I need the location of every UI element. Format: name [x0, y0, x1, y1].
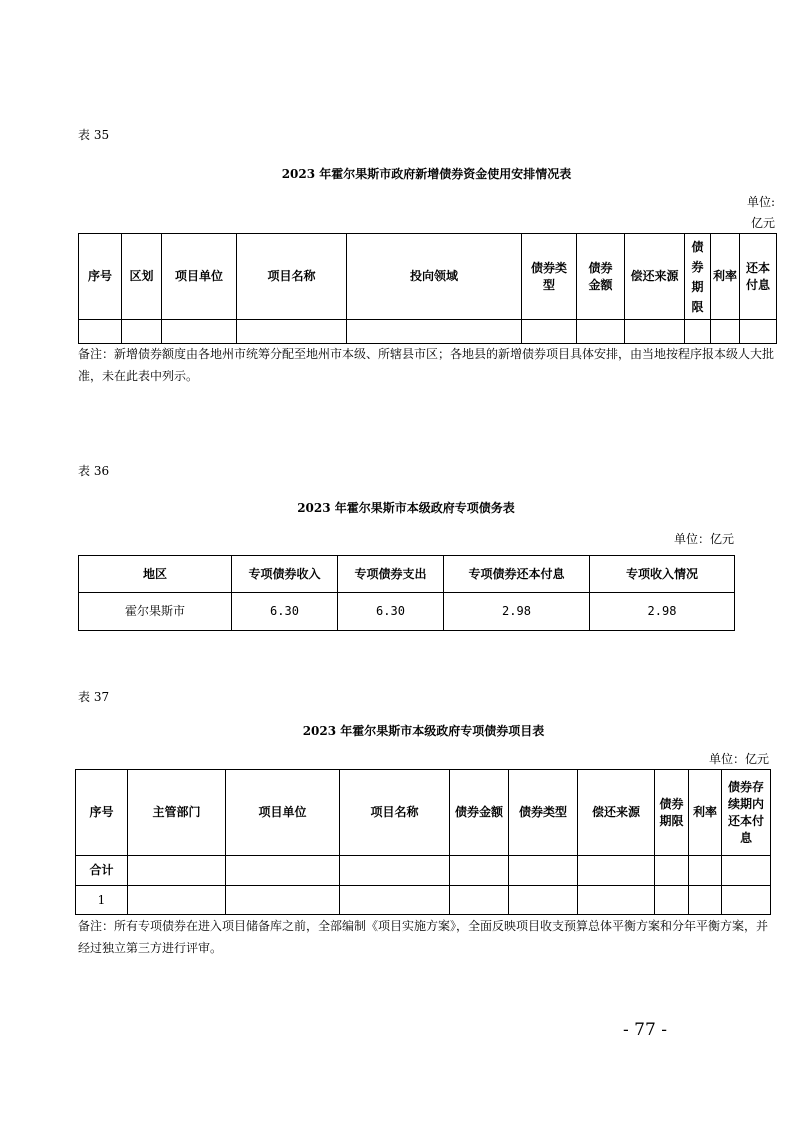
table-cell	[655, 856, 689, 886]
total-cell: 合计	[76, 856, 128, 886]
header-cell: 利率	[711, 234, 740, 320]
row-number-cell: 1	[76, 886, 128, 915]
table-cell	[450, 886, 509, 915]
table-cell	[162, 320, 237, 344]
table-cell	[450, 856, 509, 886]
header-cell: 序号	[76, 770, 128, 856]
header-cell: 地区	[79, 556, 232, 593]
table-37	[75, 769, 771, 915]
table-cell	[577, 320, 625, 344]
header-cell: 投向领域	[347, 234, 522, 320]
table-35-label: 表 35	[78, 128, 110, 142]
table-cell	[509, 856, 578, 886]
header-cell: 还本付息	[740, 234, 777, 320]
table-36-label: 表 36	[78, 464, 110, 478]
header-cell: 债券金额	[450, 770, 509, 856]
table-cell	[522, 320, 577, 344]
value-cell: 2.98	[590, 593, 735, 631]
table-cell	[340, 856, 450, 886]
table-row	[79, 593, 735, 631]
header-cell: 主管部门	[128, 770, 226, 856]
table-cell	[722, 856, 771, 886]
table-36-title: 2023 年霍尔果斯市本级政府专项债务表	[297, 501, 515, 515]
table-37-title: 2023 年霍尔果斯市本级政府专项债券项目表	[302, 724, 545, 738]
table-35-note: 备注：新增债券额度由各地州市统筹分配至地州市本级、所辖县市区；各地县的新增债券项目具体安排，由当地按程序报本级人大批准，未在此表中列示。	[78, 347, 775, 383]
table-cell	[655, 886, 689, 915]
table-35	[78, 233, 777, 344]
table-cell	[689, 856, 722, 886]
header-cell: 项目名称	[237, 234, 347, 320]
header-cell: 债券类型	[509, 770, 578, 856]
value-cell: 2.98	[444, 593, 590, 631]
table-cell	[340, 886, 450, 915]
header-cell: 专项债券支出	[338, 556, 444, 593]
table-cell	[509, 886, 578, 915]
table-35-unit-line2: 亿元	[750, 216, 775, 230]
table-35-unit-line1: 单位:	[746, 195, 775, 209]
table-cell	[79, 320, 122, 344]
table-cell	[740, 320, 777, 344]
table-cell	[122, 320, 162, 344]
table-cell	[226, 856, 340, 886]
table-row	[76, 886, 771, 915]
table-cell	[128, 886, 226, 915]
table-36	[78, 555, 735, 631]
header-cell: 债券金额	[577, 234, 625, 320]
table-37-unit: 单位：亿元	[708, 752, 769, 766]
value-cell: 6.30	[232, 593, 338, 631]
value-cell: 6.30	[338, 593, 444, 631]
header-cell: 债券期限	[685, 234, 711, 320]
table-37-note: 备注：所有专项债券在进入项目储备库之前，全部编制《项目实施方案》，全面反映项目收支预算总体平衡方案和分年平衡方案，并经过独立第三方进行评审。	[78, 919, 769, 955]
table-cell	[685, 320, 711, 344]
table-cell	[578, 886, 655, 915]
table-cell	[722, 886, 771, 915]
table-cell	[226, 886, 340, 915]
table-row	[76, 856, 771, 886]
table-cell	[711, 320, 740, 344]
table-35-title: 2023 年霍尔果斯市政府新增债券资金使用安排情况表	[281, 167, 572, 181]
table-cell	[237, 320, 347, 344]
header-cell: 项目单位	[162, 234, 237, 320]
header-cell: 债券期限	[655, 770, 689, 856]
region-cell: 霍尔果斯市	[79, 593, 232, 631]
table-cell	[689, 886, 722, 915]
header-cell: 区划	[122, 234, 162, 320]
table-cell	[347, 320, 522, 344]
header-cell: 专项收入情况	[590, 556, 735, 593]
header-cell: 序号	[79, 234, 122, 320]
header-cell: 偿还来源	[578, 770, 655, 856]
page-number: - 77 -	[623, 1020, 667, 1040]
header-cell: 专项债券收入	[232, 556, 338, 593]
header-cell: 债券存续期内还本付息	[722, 770, 771, 856]
header-cell: 专项债券还本付息	[444, 556, 590, 593]
table-37-label: 表 37	[78, 690, 110, 704]
header-cell: 项目名称	[340, 770, 450, 856]
table-row	[79, 320, 777, 344]
table-cell	[128, 856, 226, 886]
table-cell	[625, 320, 685, 344]
table-36-unit: 单位：亿元	[673, 532, 734, 546]
header-cell: 利率	[689, 770, 722, 856]
header-cell: 债券类型	[522, 234, 577, 320]
header-cell: 项目单位	[226, 770, 340, 856]
table-cell	[578, 856, 655, 886]
header-cell: 偿还来源	[625, 234, 685, 320]
